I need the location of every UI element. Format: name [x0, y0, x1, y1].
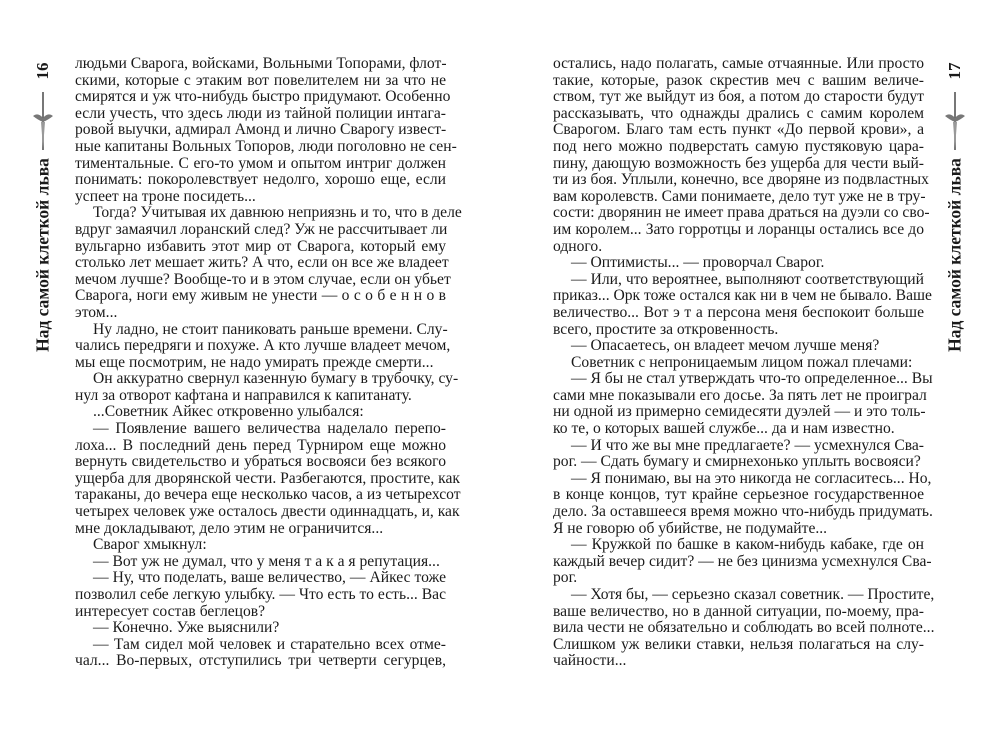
text-line: ровой выучки, адмирал Амонд и лично Сварогу извест- [75, 121, 447, 139]
text-line: Сварога, ноги ему живым не унести — о с о б е н н о в [75, 287, 446, 305]
text-line: приказ... Орк тоже остался как ни в чем не бывало. Ваше [553, 287, 932, 305]
text-line: лоха... В последний день перед Турниром еще можно [75, 436, 446, 454]
running-title [940, 160, 970, 350]
text-line: вдруг замаячил лоранский след? Уж не рассчитывает ли [75, 220, 448, 238]
text-line: ...Советник Айкес откровенно улыбался: [93, 403, 364, 421]
text-line: вам королевств. Сами понимаете, дело тут уже не в тру- [553, 187, 926, 205]
text-line: мечом лучше? Вообще-то и в этом случае, если он убьет [75, 270, 451, 288]
text-line: чал... Во-первых, отступились три четверти сегурцев, [75, 652, 446, 670]
text-line: четырех человек уже осталось двести одиннадцать, и, как [75, 503, 460, 521]
running-title-text: Над самой клеткой льва [32, 158, 53, 352]
text-line: такие, которые, разок скрестив меч с вашим величе- [553, 71, 924, 89]
text-line: чались передряги и похуже. А кто лучше владеет мечом, [75, 337, 451, 355]
text-line: понимать: покоролевствует недолго, хорошо еще, если [75, 171, 446, 189]
text-line: величество... Вот э т а персона меня беспокоит больше [553, 303, 924, 321]
text-line: если учесть, что здесь люди из тайной полиции интага- [75, 104, 446, 122]
text-line: тиментальные. С его-то умом и опытом интриг должен [75, 154, 446, 172]
text-line: всего, простите за откровенность. [553, 320, 779, 338]
page-number [31, 58, 55, 84]
text-line: — Кружкой по башке в каком-нибудь кабаке, где он [571, 536, 924, 554]
page-text [75, 55, 462, 670]
text-line: Я не говорю об убийстве, не подумайте... [553, 519, 828, 537]
text-line: Сварогом. Благо там есть пункт «До первой крови», а [553, 121, 924, 139]
running-title [28, 160, 58, 350]
text-line: ти из боя. Уплыли, конечно, все дворяне из подвластных [553, 171, 929, 189]
text-line: этом... [75, 303, 118, 321]
right-page [500, 0, 1000, 750]
page-number-text: 17 [945, 62, 964, 80]
text-line: каждый вечер сидит? — не без цинизма усмехнулся Сва- [553, 552, 932, 570]
text-line: под него можно подверстать самую пустяковую цара- [553, 137, 924, 155]
text-line: — Конечно. Уже выяснили? [93, 619, 280, 637]
text-line: Слишком уж велики ставки, нельзя полагаться на слу- [553, 635, 924, 653]
text-line: ваше величество, но в данной ситуации, по-моему, пра- [553, 602, 924, 620]
text-line: Ну ладно, не стоит паниковать раньше времени. Слу- [93, 320, 448, 338]
text-line: мы еще посмотрим, не надо умирать прежде смерти... [75, 353, 434, 371]
text-line: — Ну, что поделать, ваше величество, — Айкес тоже [93, 569, 446, 587]
text-line: Тогда? Учитывая их давнюю неприязнь и то, что в деле [93, 204, 462, 222]
text-line: ущерба для дворянской чести. Разбегаются, простите, как [75, 469, 460, 487]
text-line: одного. [553, 237, 603, 255]
text-line: — Там сидел мой человек и старательно всех отме- [93, 635, 446, 653]
text-line: вернуть свидетельство и убраться восвояси без всякого [75, 453, 446, 471]
text-line: ни одной из примерно семидесяти дуэлей — и это толь- [553, 403, 926, 421]
text-line: мне докладывают, дело этим не ограничится... [75, 519, 384, 537]
text-line: Сварог хмыкнул: [93, 536, 207, 554]
right-margin-header [940, 0, 970, 750]
text-line: в конце концов, тут крайне серьезное государственное [553, 486, 924, 504]
text-line: интересует состав беглецов? [75, 602, 266, 620]
page-number-text: 16 [33, 62, 52, 80]
text-line: — Опасаетесь, он владеет мечом лучше меня? [571, 337, 880, 355]
text-line: им королем... Зато горротцы и лоранцы остались все до [553, 220, 924, 238]
text-line: — Или, что вероятнее, выполняют соответствующий [571, 270, 924, 288]
text-line: рассказывать, что однажды дрались с самим королем [553, 104, 924, 122]
text-line: сами мне показывали его досье. За пять лет не проиграл [553, 386, 927, 404]
text-line: вульгарно избавить этот мир от Сварога, который ему [75, 237, 446, 255]
left-margin-header [28, 0, 58, 750]
text-line: нул за отворот кафтана и направился к капитанату. [75, 386, 412, 404]
text-line: — Я понимаю, вы на это никогда не согласитесь... Но, [571, 469, 932, 487]
text-line: — Оптимисты... — проворчал Сварог. [571, 254, 825, 272]
text-line: скими, которые с этаким вот повелителем ни за что не [75, 71, 446, 89]
text-line: чайности... [553, 652, 627, 670]
sword-ornament-icon [30, 90, 56, 152]
text-line: ные капитаны Вольных Топоров, люди поголовно не сен- [75, 137, 457, 155]
text-line: дело. За оставшееся время можно что-нибудь придумать. [553, 503, 933, 521]
text-line: столько лет мешает жить? А что, если он все же владеет [75, 254, 449, 272]
text-line: остались, надо полагать, самые отчаянные. Или просто [553, 55, 924, 72]
text-line: успеет на троне посидеть... [75, 187, 256, 205]
text-line: людьми Сварога, войсками, Вольными Топорами, флот- [75, 55, 447, 72]
text-line: Он аккуратно свернул казенную бумагу в трубочку, су- [93, 370, 459, 388]
text-line: ством, тут же выйдут из боя, а потом до старости будут [553, 88, 924, 106]
text-line: сости: дворянин не имеет права драться на дуэли со сво- [553, 204, 930, 222]
text-line: пину, дающую возможность без ущерба для чести вый- [553, 154, 924, 172]
text-line: — И что же вы мне предлагаете? — усмехнулся Сва- [571, 436, 924, 454]
text-line: Советник с непроницаемым лицом пожал плечами: [571, 353, 913, 371]
text-line: рог. — Сдать бумагу и смирнехонько уплыть восвояси? [553, 453, 921, 471]
text-line: вила чести не обязательно и соблюдать во всей полноте... [553, 619, 935, 637]
sword-ornament-icon [942, 90, 968, 152]
text-line: позволил себе легкую улыбку. — Что есть то есть... Вас [75, 586, 446, 603]
text-line: смирятся и уж что-нибудь быстро придумают. Особенно [75, 88, 451, 106]
text-line: рог. [553, 569, 578, 587]
text-line: — Появление вашего величества наделало перепо- [93, 420, 446, 438]
text-line: ко те, о которых вашей службе... да и нам известно. [553, 420, 895, 438]
running-title-text: Над самой клеткой льва [944, 158, 965, 352]
page-text [553, 55, 935, 670]
text-line: тараканы, до вечера еще несколько часов, а из четырехсот [75, 486, 461, 504]
page-number [943, 58, 967, 84]
text-line: — Я бы не стал утверждать что-то определенное... Вы [571, 370, 933, 388]
text-line: — Вот уж не думал, что у меня т а к а я репутация... [93, 552, 440, 570]
text-line: — Хотя бы, — серьезно сказал советник. — Простите, [571, 586, 935, 603]
